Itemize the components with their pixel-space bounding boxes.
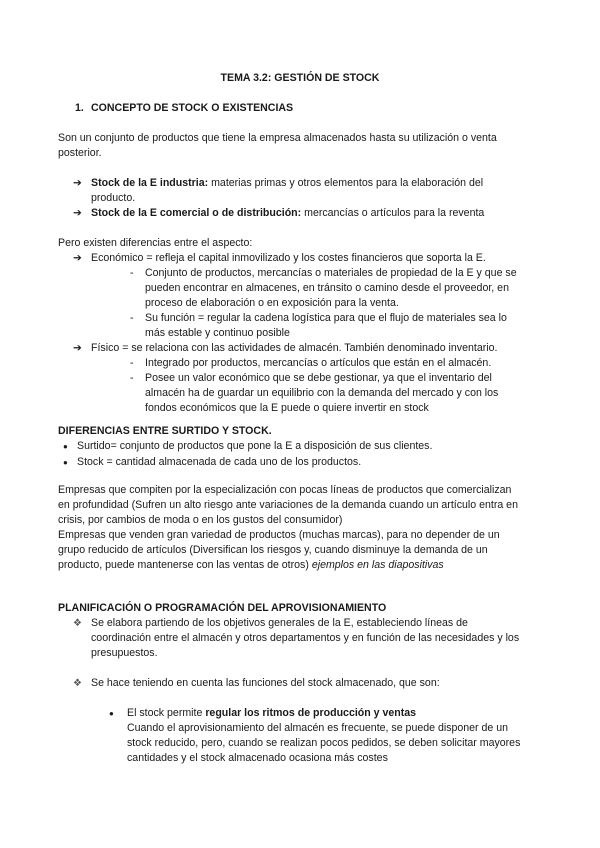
list-item-line: coordinación entre el almacén y otros departamentos y en función de las necesidades y los xyxy=(91,632,520,644)
sub-item-line: stock reducido, pero, cuando se realizan pocos pedidos, se deben solicitar mayores xyxy=(127,737,521,749)
sub-item-line: Conjunto de productos, mercancías o materiales de propiedad de la E y que se xyxy=(145,267,517,279)
list-item: Físico = se relaciona con las actividades de almacén. También denominado inventario. xyxy=(91,342,498,354)
list-item-continuation: producto. xyxy=(91,192,136,204)
sub-item-line: más estable y continuo posible xyxy=(145,327,290,339)
arrow-bullet-icon: ➔ xyxy=(73,342,82,354)
sub-item-line: Integrado por productos, mercancías o artículos que están en el almacén. xyxy=(145,357,492,369)
diamond-bullet-icon: ❖ xyxy=(73,678,82,689)
sub-item-line: Posee un valor económico que se debe gestionar, ya que el inventario del xyxy=(145,372,492,384)
paragraph-line: en profundidad (Sufren un alto riesgo ante variaciones de la demanda cuando un artículo entra en xyxy=(58,499,518,511)
dash-bullet-icon: - xyxy=(130,357,134,369)
paragraph-line: grupo reducido de artículos (Diversifican los riesgos y, cuando disminuye la demanda de un xyxy=(58,544,488,556)
page-title: TEMA 3.2: GESTIÓN DE STOCK xyxy=(220,72,380,84)
list-item-bold: Stock de la E comercial o de distribución: xyxy=(91,207,302,219)
sub-item-line: Cuando el aprovisionamiento del almacén es frecuente, se puede disponer de un xyxy=(127,722,509,734)
list-item-text: materias primas y otros elementos para la elaboración del xyxy=(208,177,484,189)
dot-bullet-icon: ● xyxy=(63,442,68,451)
diamond-bullet-icon: ❖ xyxy=(73,618,82,629)
list-item-line: Se hace teniendo en cuenta las funciones del stock almacenado, que son: xyxy=(91,677,440,689)
sub-item-line xyxy=(127,706,416,721)
list-item: Stock = cantidad almacenada de cada uno de los productos. xyxy=(77,456,362,468)
sub-item-line: Su función = regular la cadena logística para que el flujo de materiales sea lo xyxy=(145,312,507,324)
paragraph-line: Empresas que venden gran variedad de productos (muchas marcas), para no depender de un xyxy=(58,529,500,541)
sub-item-line: fondos económicos que la E puede o quiere invertir en stock xyxy=(145,402,429,414)
list-item: Económico = refleja el capital inmovilizado y los costes financieros que soporta la E. xyxy=(91,252,486,264)
section-heading: CONCEPTO DE STOCK O EXISTENCIAS xyxy=(91,102,294,114)
sub-item-line: pueden encontrar en almacenes, en tránsito o camino desde el proveedor, en xyxy=(145,282,509,294)
paragraph-line: posterior. xyxy=(58,147,102,159)
section-number: 1. xyxy=(75,102,84,114)
list-item-line: presupuestos. xyxy=(91,647,158,659)
paragraph-text: producto, puede mantenerse con las ventas de otros) xyxy=(58,559,312,571)
list-item xyxy=(91,176,561,191)
dot-bullet-icon: ● xyxy=(109,709,114,718)
list-item-text: mercancías o artículos para la reventa xyxy=(301,207,485,219)
arrow-bullet-icon: ➔ xyxy=(73,252,82,264)
list-item: Surtido= conjunto de productos que pone la E a disposición de sus clientes. xyxy=(77,440,433,452)
dash-bullet-icon: - xyxy=(130,372,134,384)
list-item-bold: Stock de la E industria: xyxy=(91,177,209,189)
list-item-line: Se elabora partiendo de los objetivos generales de la E, estableciendo líneas de xyxy=(91,617,468,629)
paragraph-line: Son un conjunto de productos que tiene la empresa almacenados hasta su utilización o venta xyxy=(58,132,497,144)
dot-bullet-icon: ● xyxy=(63,458,68,467)
dash-bullet-icon: - xyxy=(130,267,134,279)
arrow-bullet-icon: ➔ xyxy=(73,207,82,219)
list-item xyxy=(91,206,561,221)
paragraph-italic: ejemplos en las diapositivas xyxy=(311,559,444,571)
sub-item-line: almacén ha de guardar un equilibrio con la demanda del mercado y con los xyxy=(145,387,499,399)
sub-item-bold: regular los ritmos de producción y ventas xyxy=(205,707,417,719)
paragraph-line: crisis, por cambios de moda o en los gustos del consumidor) xyxy=(58,514,343,526)
dash-bullet-icon: - xyxy=(130,312,134,324)
paragraph-line: Pero existen diferencias entre el aspecto: xyxy=(58,237,253,249)
paragraph-line xyxy=(58,558,548,573)
sub-item-line: proceso de elaboración o en exposición para la venta. xyxy=(145,297,399,309)
section-heading: DIFERENCIAS ENTRE SURTIDO Y STOCK. xyxy=(58,425,272,437)
sub-item-text: El stock permite xyxy=(127,707,206,719)
section-heading: PLANIFICACIÓN O PROGRAMACIÓN DEL APROVISIONAMIENTO xyxy=(58,602,387,614)
sub-item-line: cantidades y el stock almacenado ocasiona más costes xyxy=(127,752,388,764)
paragraph-line: Empresas que compiten por la especialización con pocas líneas de productos que comercializan xyxy=(58,484,512,496)
arrow-bullet-icon: ➔ xyxy=(73,177,82,189)
